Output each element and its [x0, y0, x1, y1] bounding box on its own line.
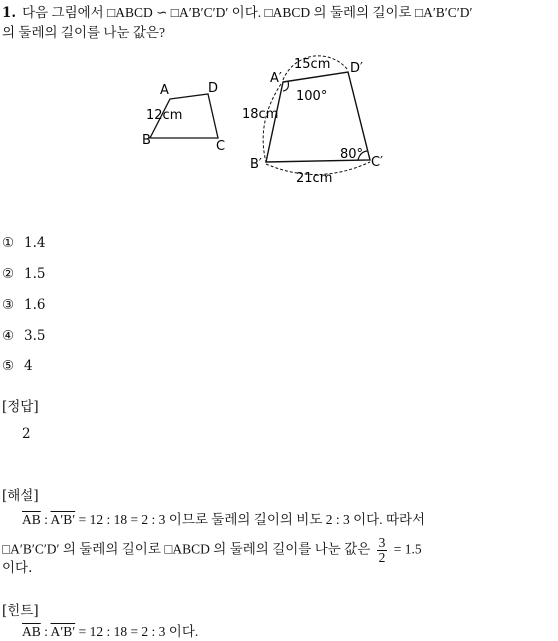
choice-1[interactable]	[2, 234, 45, 252]
segment-ab: $\overline{AB}$	[22, 512, 41, 527]
choice-5[interactable]	[2, 357, 33, 375]
hint-segment-ab: $\overline{AB}$	[22, 624, 41, 639]
choice-value: 1.4	[24, 235, 46, 251]
label-bottom: 21cm	[296, 171, 333, 184]
question-number: 1.	[2, 5, 17, 21]
label-left: 18cm	[242, 107, 279, 122]
hint-text: = 12 : 18 = 2 : 3 이다.	[75, 624, 199, 639]
explanation-result: = 1.5	[393, 541, 422, 557]
choice-value: 4	[24, 358, 33, 374]
choice-mark: ①	[2, 235, 15, 251]
fraction	[377, 536, 388, 565]
fraction-denominator: 2	[378, 550, 386, 565]
label-a-prime: A′	[270, 71, 282, 86]
hint-label: [힌트]	[2, 603, 39, 619]
explanation-line-3: 이다.	[2, 560, 33, 576]
choice-value: 1.5	[24, 266, 46, 282]
label-angle-a: 100°	[296, 89, 328, 104]
label-top: 15cm	[294, 57, 331, 72]
choice-2[interactable]	[2, 265, 45, 283]
label-d-prime: D′	[350, 61, 363, 76]
label-angle-c: 80°	[340, 147, 364, 162]
label-d: D	[208, 81, 219, 96]
explanation-text-1: = 12 : 18 = 2 : 3 이므로 둘레의 길이의 비도 2 : 3 이다. 따라서	[75, 512, 426, 527]
explanation-line-1	[22, 511, 425, 529]
choice-mark: ⑤	[2, 358, 15, 374]
explanation-label: [해설]	[2, 488, 39, 504]
answer-label: [정답]	[2, 399, 39, 415]
label-b-prime: B′	[250, 157, 262, 172]
choice-3[interactable]	[2, 296, 45, 314]
question-text-1: 다음 그림에서 □ABCD ∽ □A′B′C′D′ 이다. □ABCD 의 둘레의 길이로 □A′B′C′D′	[22, 5, 473, 20]
choice-mark: ③	[2, 297, 15, 313]
fraction-numerator: 3	[378, 535, 386, 550]
label-a: A	[160, 83, 169, 98]
hint-colon: :	[40, 624, 51, 639]
question-text-2: 의 둘레의 길이를 나눈 값은?	[2, 25, 165, 40]
dim-arc-left	[263, 84, 281, 162]
hint-line	[22, 623, 198, 641]
choice-mark: ④	[2, 328, 15, 344]
answer-value: 2	[22, 426, 31, 442]
choice-value: 3.5	[24, 328, 46, 344]
hint-segment-apbp: A′B′	[50, 624, 76, 639]
colon: :	[40, 512, 51, 527]
question-line-2	[2, 24, 165, 42]
question-line-1	[2, 4, 472, 22]
choice-value: 1.6	[24, 297, 46, 313]
choice-4[interactable]	[2, 327, 45, 345]
explanation-text-2: □A′B′C′D′ 의 둘레의 길이로 □ABCD 의 둘레의 길이를 나눈 값은	[2, 541, 371, 557]
label-c: C	[216, 139, 226, 154]
explanation-line-2	[2, 536, 422, 565]
choice-mark: ②	[2, 266, 15, 282]
quadrilateral-figure	[138, 54, 398, 184]
label-c-prime: C′	[371, 155, 384, 170]
label-side-ab: 12cm	[146, 108, 183, 123]
segment-apbp: A′B′	[50, 512, 76, 527]
label-b: B	[142, 133, 151, 148]
